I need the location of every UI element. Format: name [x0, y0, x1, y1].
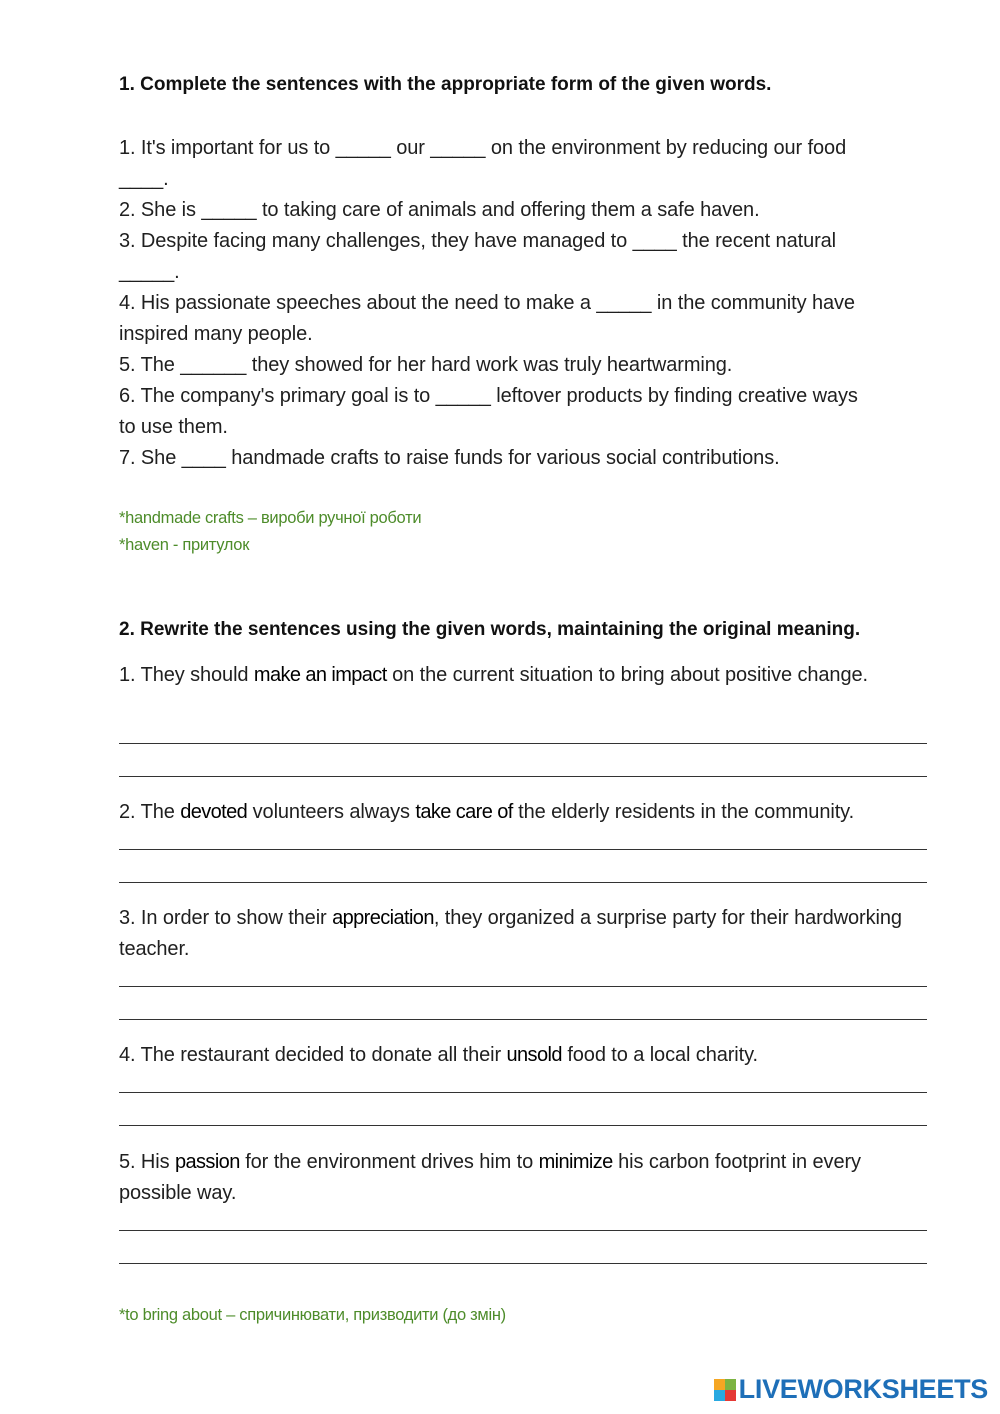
sentence-text: 5. His	[119, 1151, 175, 1173]
section-2-title: 2. Rewrite the sentences using the given words, maintaining the original meaning.	[119, 619, 861, 640]
sentence-line: to use them.	[119, 416, 228, 438]
answer-line[interactable]	[119, 1019, 927, 1020]
sentence-line: 4. His passionate speeches about the need to make a _____ in the community have	[119, 292, 855, 314]
sentence-text: 1. They should	[119, 664, 254, 686]
sentence-text: 3. In order to show their	[119, 907, 333, 929]
section-2-vocabulary-note: *to bring about – спричинювати, призводити (до змін)	[119, 1306, 506, 1324]
rewrite-item-3	[119, 903, 929, 965]
sentence-text: his carbon footprint in every possible way.	[119, 1151, 861, 1204]
answer-line[interactable]	[119, 1125, 927, 1126]
sentence-line: 3. Despite facing many challenges, they have managed to ____ the recent natural	[119, 230, 837, 252]
rewrite-item-4	[119, 1040, 929, 1071]
answer-line[interactable]	[119, 882, 927, 883]
answer-line[interactable]	[119, 986, 927, 987]
section-1-sentences	[119, 133, 929, 474]
sentence-line: inspired many people.	[119, 323, 313, 345]
liveworksheets-logo-icon	[714, 1379, 736, 1401]
key-phrase: passion	[174, 1151, 240, 1173]
rewrite-item-5	[119, 1147, 929, 1209]
key-phrase: appreciation	[332, 907, 434, 929]
sentence-text: food to a local charity.	[561, 1044, 758, 1066]
vocabulary-note: *handmade crafts – вироби ручної роботи	[119, 509, 422, 527]
sentence-line: 6. The company's primary goal is to _____ leftover products by finding creative ways	[119, 385, 858, 407]
sentence-line: 7. She ____ handmade crafts to raise funds for various social contributions.	[119, 447, 780, 469]
key-phrase: devoted	[180, 801, 248, 823]
rewrite-sentence	[119, 797, 929, 828]
sentence-line: _____.	[119, 261, 180, 283]
vocabulary-note: *haven - притулок	[119, 536, 250, 554]
answer-line[interactable]	[119, 849, 927, 850]
rewrite-sentence	[119, 1040, 929, 1071]
answer-line[interactable]	[119, 1092, 927, 1093]
sentence-text: 2. The	[119, 801, 181, 823]
rewrite-sentence	[119, 903, 929, 965]
sentence-line: 2. She is _____ to taking care of animals and offering them a safe haven.	[119, 199, 760, 221]
key-phrase: make an impact	[253, 664, 387, 686]
sentence-text: for the environment drives him to	[239, 1151, 539, 1173]
rewrite-item-2	[119, 797, 929, 828]
section-1-title: 1. Complete the sentences with the appropriate form of the given words.	[119, 74, 772, 95]
sentence-line: ____.	[119, 168, 169, 190]
sentence-text: , they organized a surprise party for their hardworking teacher.	[119, 907, 902, 960]
key-phrase: minimize	[538, 1151, 613, 1173]
sentence-text: the elderly residents in the community.	[512, 801, 855, 823]
liveworksheets-logo[interactable]	[714, 1374, 988, 1405]
sentence-text: on the current situation to bring about positive change.	[386, 664, 868, 686]
sentence-line: 5. The ______ they showed for her hard work was truly heartwarming.	[119, 354, 733, 376]
rewrite-sentence	[119, 660, 929, 691]
sentence-text: 4. The restaurant decided to donate all their	[119, 1044, 507, 1066]
answer-line[interactable]	[119, 1263, 927, 1264]
answer-line[interactable]	[119, 776, 927, 777]
answer-line[interactable]	[119, 1230, 927, 1231]
rewrite-sentence	[119, 1147, 929, 1209]
rewrite-item-1	[119, 660, 929, 691]
sentence-line: 1. It's important for us to _____ our _____ on the environment by reducing our food	[119, 137, 847, 159]
answer-line[interactable]	[119, 743, 927, 744]
section-1-vocabulary-notes	[119, 505, 421, 559]
sentence-text: volunteers always	[247, 801, 416, 823]
key-phrase: take care of	[415, 801, 513, 823]
logo-text: LIVEWORKSHEETS	[738, 1374, 988, 1404]
key-phrase: unsold	[506, 1044, 562, 1066]
